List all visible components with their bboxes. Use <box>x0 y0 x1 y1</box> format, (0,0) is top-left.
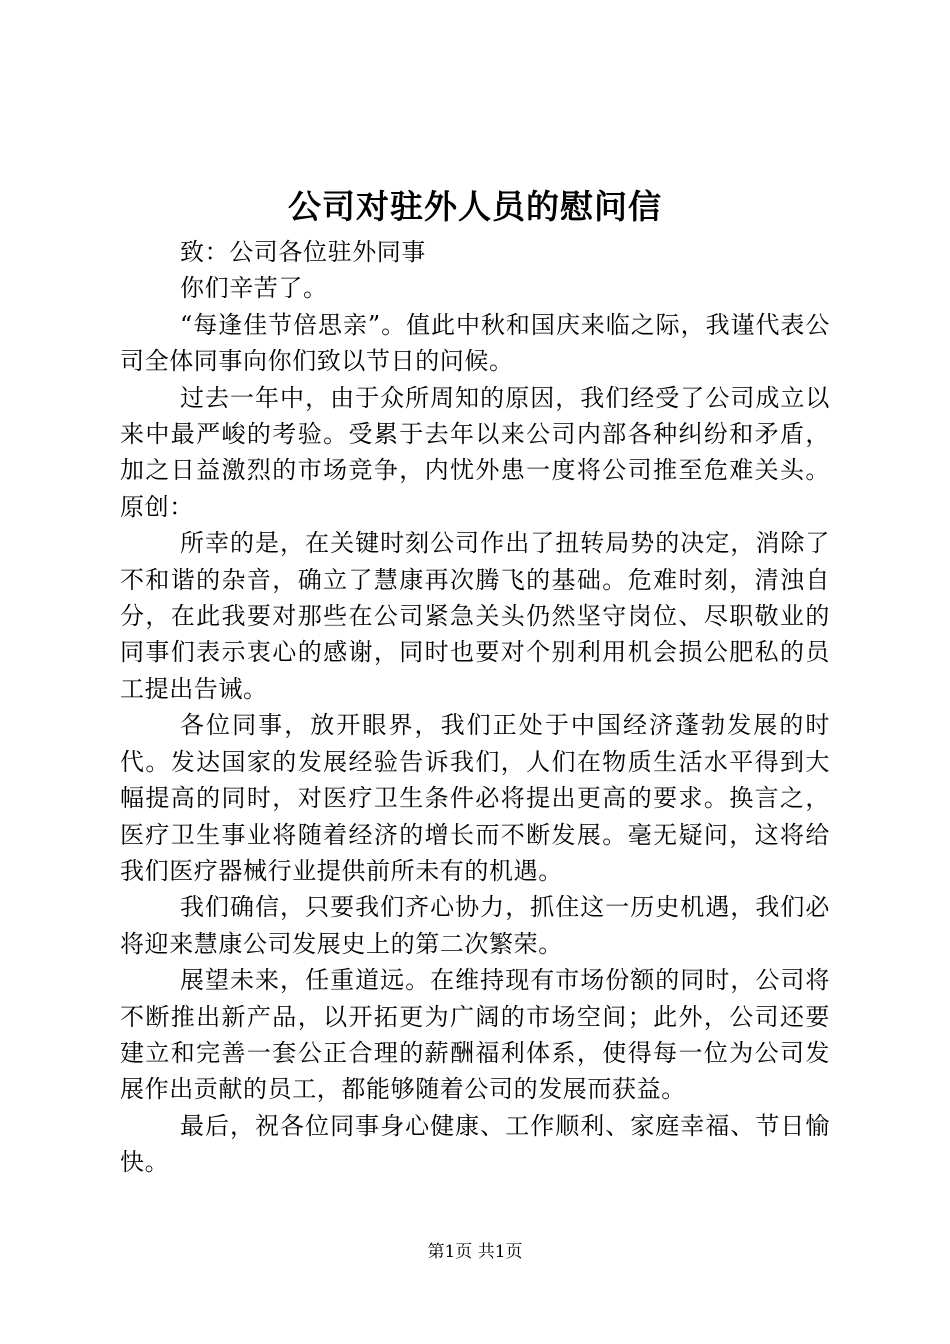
paragraph-turnaround: 所幸的是，在关键时刻公司作出了扭转局势的决定，消除了不和谐的杂音，确立了慧康再次腾飞的基础。危难时刻，清浊自分，在此我要对那些在公司紧急关头仍然坚守岗位、尽职敬业的同事们表示衷心的感谢，同时也要对个别利用机会损公肥私的员工提出告诫。 <box>120 529 830 703</box>
paragraph-opportunity: 各位同事，放开眼界，我们正处于中国经济蓬勃发展的时代。发达国家的发展经验告诉我们，人们在物质生活水平得到大幅提高的同时，对医疗卫生条件必将提出更高的要求。换言之，医疗卫生事业将随着经济的增长而不断发展。毫无疑问，这将给我们医疗器械行业提供前所未有的机遇。 <box>120 711 830 885</box>
paragraph-outlook: 展望未来，任重道远。在维持现有市场份额的同时，公司将不断推出新产品，以开拓更为广阔的市场空间；此外，公司还要建立和完善一套公正合理的薪酬福利体系，使得每一位为公司发展作出贡献的员工，都能够随着公司的发展而获益。 <box>120 966 830 1104</box>
greeting-line: 你们辛苦了。 <box>180 274 328 303</box>
salutation: 致：公司各位驻外同事 <box>180 238 426 266</box>
paragraph-closing-wishes: 最后，祝各位同事身心健康、工作顺利、家庭幸福、节日愉快。 <box>120 1111 830 1177</box>
paragraph-past-year: 过去一年中，由于众所周知的原因，我们经受了公司成立以来中最严峻的考验。受累于去年以来公司内部各种纠纷和矛盾，加之日益激烈的市场竞争，内忧外患一度将公司推至危难关头。原创： <box>120 383 830 521</box>
paragraph-confidence: 我们确信，只要我们齐心协力，抓住这一历史机遇，我们必将迎来慧康公司发展史上的第二次繁荣。 <box>120 893 830 958</box>
letter-body <box>120 234 830 1181</box>
page-number-footer: 第1页 共1页 <box>427 1242 523 1262</box>
paragraph-festival: “每逢佳节倍思亲”。值此中秋和国庆来临之际，我谨代表公司全体同事向你们致以节日的问候。 <box>120 310 830 376</box>
document-title: 公司对驻外人员的慰问信 <box>288 187 662 226</box>
